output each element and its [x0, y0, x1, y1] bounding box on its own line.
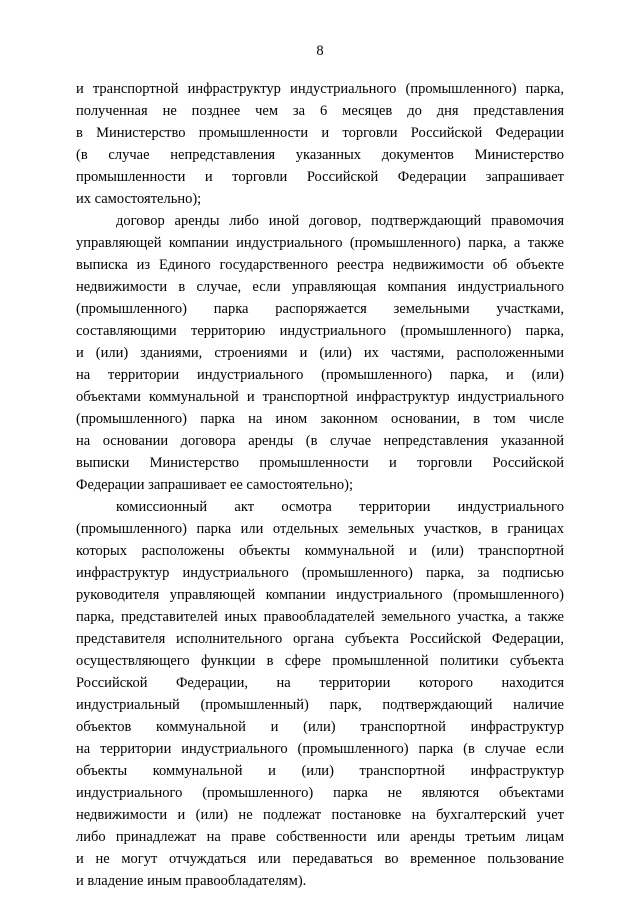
- text-line: в Министерство промышленности и торговли Российской Федерации: [76, 125, 564, 141]
- text-line: осуществляющего функции в сфере промышленной политики субъекта: [76, 653, 564, 669]
- text-line: и (или) зданиями, строениями и (или) их частями, расположенными: [76, 345, 564, 361]
- text-line: индустриального (промышленного) парка не являются объектами: [76, 785, 564, 801]
- text-line: их самостоятельно);: [76, 191, 202, 207]
- text-line: на территории индустриального (промышленного) парка, и (или): [76, 367, 564, 383]
- text-line: составляющими территорию индустриального (промышленного) парка,: [76, 323, 564, 339]
- text-line: Российской Федерации, на территории которого находится: [76, 675, 564, 691]
- text-line: объекты коммунальной и (или) транспортной инфраструктур: [76, 763, 564, 779]
- text-line: и транспортной инфраструктур индустриального (промышленного) парка,: [76, 81, 564, 97]
- text-line: управляющей компании индустриального (промышленного) парка, а также: [76, 235, 564, 251]
- text-line: (в случае непредставления указанных документов Министерство: [76, 147, 564, 163]
- text-line: и не могут отчуждаться или передаваться во временное пользование: [76, 851, 564, 867]
- text-line: (промышленного) парка на ином законном основании, в том числе: [76, 411, 564, 427]
- text-line: объектов коммунальной и (или) транспортной инфраструктур: [76, 719, 564, 735]
- text-line: объектами коммунальной и транспортной инфраструктур индустриального: [76, 389, 564, 405]
- text-line: комиссионный акт осмотра территории индустриального: [116, 499, 564, 515]
- text-line: промышленности и торговли Российской Федерации запрашивает: [76, 169, 564, 185]
- text-line: на территории индустриального (промышленного) парка (в случае если: [76, 741, 564, 757]
- text-line: недвижимости и (или) не подлежат постановке на бухгалтерский учет: [76, 807, 564, 823]
- text-line: которых расположены объекты коммунальной и (или) транспортной: [76, 543, 564, 559]
- text-line: инфраструктур индустриального (промышленного) парка, за подписью: [76, 565, 564, 581]
- text-line: и владение иным правообладателям).: [76, 873, 307, 889]
- text-line: руководителя управляющей компании индустриального (промышленного): [76, 587, 564, 603]
- text-line: выписка из Единого государственного реестра недвижимости об объекте: [76, 257, 564, 273]
- text-line: парка, представителей иных правообладателей земельного участка, а также: [76, 609, 564, 625]
- text-line: (промышленного) парка распоряжается земельными участками,: [76, 301, 564, 317]
- text-line: либо принадлежат на праве собственности или аренды третьим лицам: [76, 829, 564, 845]
- text-line: выписки Министерство промышленности и торговли Российской: [76, 455, 564, 471]
- text-line: Федерации запрашивает ее самостоятельно);: [76, 477, 353, 493]
- page-number: 8: [316, 43, 324, 59]
- text-line: договор аренды либо иной договор, подтверждающий правомочия: [116, 213, 564, 229]
- text-line: (промышленного) парка или отдельных земельных участков, в границах: [76, 521, 564, 537]
- text-line: недвижимости в случае, если управляющая компания индустриального: [76, 279, 564, 295]
- text-line: индустриальный (промышленный) парк, подтверждающий наличие: [76, 697, 564, 713]
- text-line: представителя исполнительного органа субъекта Российской Федерации,: [76, 631, 564, 647]
- text-line: на основании договора аренды (в случае непредставления указанной: [76, 433, 564, 449]
- text-line: полученная не позднее чем за 6 месяцев до дня представления: [76, 103, 564, 119]
